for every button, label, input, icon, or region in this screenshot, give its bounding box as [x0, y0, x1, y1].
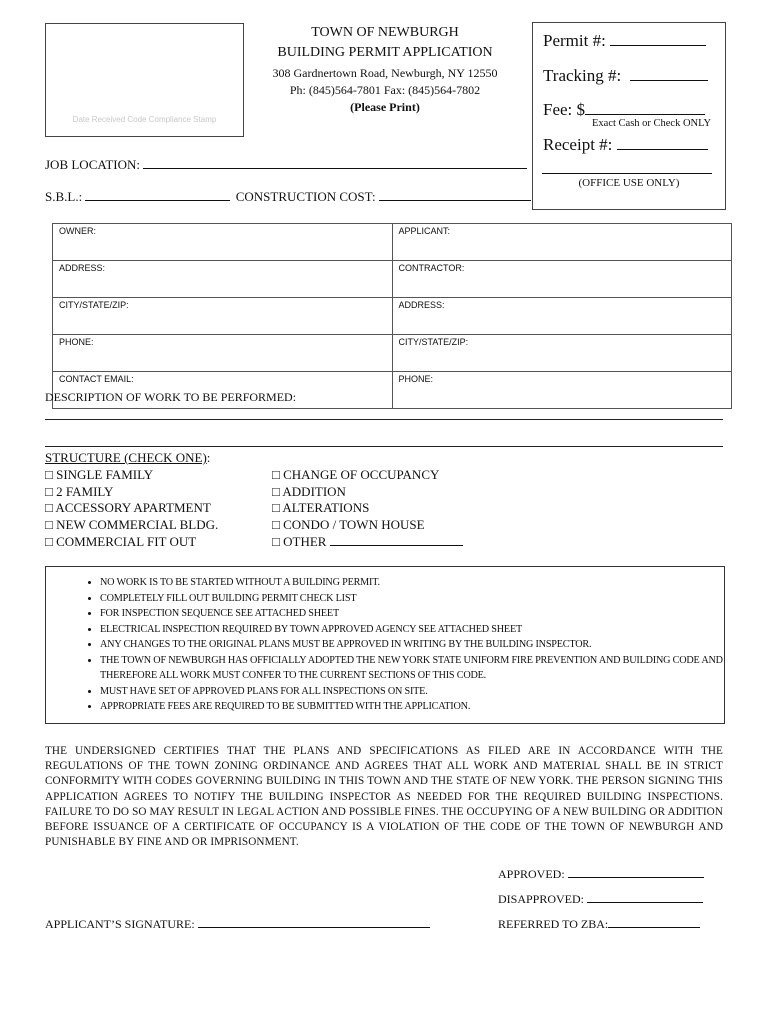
contractor-label: CONTRACTOR:	[398, 263, 465, 273]
other-field[interactable]	[330, 545, 463, 546]
list-item: • MUST HAVE SET OF APPROVED PLANS FOR ALL INSPECTIONS ON SITE.	[100, 684, 724, 700]
structure-heading-colon: :	[206, 450, 211, 465]
option-label: ALTERATIONS	[282, 500, 370, 515]
town-address: 308 Gardnertown Road, Newburgh, NY 12550	[272, 66, 498, 80]
construction-cost-label: CONSTRUCTION COST:	[235, 189, 376, 204]
stamp-label: Date Received Code Compliance Stamp	[72, 115, 217, 124]
contractor-phone-label: PHONE:	[398, 374, 434, 384]
referred-zba-row	[498, 917, 700, 932]
applicant-label: APPLICANT:	[398, 226, 451, 236]
list-item: • THE TOWN OF NEWBURGH HAS OFFICIALLY ADOPTED THE NEW YORK STATE UNIFORM FIRE PREVENTION AND BUILDING CODE AND THEREFORE ALL WORK MUST CONFER TO THE CURRENT SECTIONS OF THIS CODE.	[100, 653, 724, 684]
receipt-number-field[interactable]	[617, 149, 708, 150]
list-item: • NO WORK IS TO BE STARTED WITHOUT A BUILDING PERMIT.	[100, 575, 724, 591]
list-item: • COMPLETELY FILL OUT BUILDING PERMIT CHECK LIST	[100, 591, 724, 607]
owner-address-cell[interactable]	[53, 261, 393, 298]
structure-option[interactable]	[45, 517, 218, 533]
owner-address-label: ADDRESS:	[59, 263, 106, 273]
option-label: COMMERCIAL FIT OUT	[56, 534, 197, 549]
contractor-phone-cell[interactable]	[392, 372, 732, 409]
disapproved-row	[498, 892, 703, 907]
option-label: CONDO / TOWN HOUSE	[283, 517, 425, 532]
structure-option[interactable]	[45, 484, 113, 500]
structure-option[interactable]	[45, 534, 196, 550]
owner-city-label: CITY/STATE/ZIP:	[59, 300, 129, 310]
structure-option[interactable]	[272, 534, 463, 550]
owner-label: OWNER:	[59, 226, 96, 236]
construction-cost-field[interactable]	[379, 200, 531, 201]
description-label: DESCRIPTION OF WORK TO BE PERFORMED:	[45, 390, 297, 404]
description-line-1[interactable]	[45, 419, 723, 420]
option-label: ADDITION	[282, 484, 346, 499]
compliance-stamp-box	[45, 23, 244, 137]
sbl-field[interactable]	[85, 200, 230, 201]
checkbox-icon[interactable]: □	[45, 500, 53, 515]
list-item: • APPROPRIATE FEES ARE REQUIRED TO BE SUBMITTED WITH THE APPLICATION.	[100, 699, 724, 715]
signature-row	[45, 917, 430, 932]
checkbox-icon[interactable]: □	[272, 484, 280, 499]
table-row	[53, 224, 732, 261]
contractor-city-cell[interactable]	[392, 335, 732, 372]
structure-option[interactable]	[272, 467, 439, 483]
owner-phone-cell[interactable]	[53, 335, 393, 372]
receipt-label: Receipt #:	[543, 135, 613, 154]
owner-email-label: CONTACT EMAIL:	[59, 374, 134, 384]
applicant-cell[interactable]	[392, 224, 732, 261]
structure-option[interactable]	[272, 500, 369, 516]
signature-field[interactable]	[198, 927, 430, 928]
approved-field[interactable]	[568, 877, 704, 878]
approved-row	[498, 867, 704, 882]
please-print-note: (Please Print)	[350, 100, 420, 114]
fee-note: Exact Cash or Check ONLY	[592, 118, 712, 129]
notices-box	[45, 566, 725, 724]
option-label: 2 FAMILY	[56, 484, 114, 499]
table-row	[53, 335, 732, 372]
contractor-city-label: CITY/STATE/ZIP:	[398, 337, 469, 347]
option-label: OTHER	[283, 534, 327, 549]
owner-city-cell[interactable]	[53, 298, 393, 335]
owner-applicant-table	[52, 223, 732, 409]
town-phone-fax: Ph: (845)564-7801 Fax: (845)564-7802	[289, 83, 481, 97]
referred-zba-label: REFERRED TO ZBA:	[498, 917, 609, 931]
table-row	[53, 261, 732, 298]
checkbox-icon[interactable]: □	[45, 534, 53, 549]
structure-option[interactable]	[45, 467, 153, 483]
option-label: CHANGE OF OCCUPANCY	[283, 467, 440, 482]
sbl-row	[45, 189, 531, 205]
form-title: BUILDING PERMIT APPLICATION	[277, 45, 493, 60]
description-line-2[interactable]	[45, 446, 723, 447]
owner-cell[interactable]	[53, 224, 393, 261]
list-item: • FOR INSPECTION SEQUENCE SEE ATTACHED SHEET	[100, 606, 724, 622]
contractor-address-label: ADDRESS:	[398, 300, 445, 310]
structure-option[interactable]	[45, 500, 211, 516]
option-label: ACCESSORY APARTMENT	[55, 500, 211, 515]
structure-heading: STRUCTURE (CHECK ONE)	[45, 450, 207, 465]
checkbox-icon[interactable]: □	[272, 467, 280, 482]
signature-label: APPLICANT’S SIGNATURE:	[45, 917, 195, 931]
option-label: NEW COMMERCIAL BLDG.	[56, 517, 219, 532]
job-location-label: JOB LOCATION:	[45, 157, 140, 172]
town-title: TOWN OF NEWBURGH	[311, 25, 459, 40]
table-row	[53, 298, 732, 335]
checkbox-icon[interactable]: □	[272, 500, 280, 515]
disapproved-field[interactable]	[587, 902, 703, 903]
checkbox-icon[interactable]: □	[45, 484, 53, 499]
approved-label: APPROVED:	[498, 867, 565, 881]
checkbox-icon[interactable]: □	[45, 517, 53, 532]
job-location-row	[45, 157, 527, 173]
office-divider	[542, 173, 712, 174]
contractor-cell[interactable]	[392, 261, 732, 298]
tracking-label: Tracking #:	[543, 66, 622, 85]
permit-label: Permit #:	[543, 31, 606, 50]
certification-text: THE UNDERSIGNED CERTIFIES THAT THE PLANS AND SPECIFICATIONS AS FILED ARE IN ACCORDANCE WITH THE REGULATIONS OF THE TOWN ZONING ORDINANCE AND AGREES THAT ALL WORK AND MATERIAL SHALL BE IN STRICT CONFORMITY WITH CODES GOVERNING BUILDING IN THIS TOWN AND THE STATE OF NEW YORK. THE PERSON SIGNING THIS APPLICATION AGREES TO NOTIFY THE BUILDING INSPECTOR AS NEEDED FOR THE REQUIRED BUILDING INSPECTIONS. FAILURE TO DO SO MAY RESULT IN LEGAL ACTION AND POSSIBLE FINES. THE OCCUPYING OF A NEW BUILDING OR ADDITION BEFORE ISSUANCE OF A CERTIFICATE OF OCCUPANCY IS A VIOLATION OF THE CODE OF THE TOWN OF NEWBURGH AND PUNISHABLE BY FINE AND OR IMPRISONMENT.	[45, 745, 723, 849]
owner-phone-label: PHONE:	[59, 337, 94, 347]
checkbox-icon[interactable]: □	[272, 517, 280, 532]
office-use-label: (OFFICE USE ONLY)	[578, 177, 680, 189]
list-item: • ANY CHANGES TO THE ORIGINAL PLANS MUST BE APPROVED IN WRITING BY THE BUILDING INSPECTOR.	[100, 637, 724, 653]
fee-label: Fee: $	[543, 100, 586, 119]
sbl-label: S.B.L.:	[45, 189, 83, 204]
structure-option[interactable]	[272, 484, 346, 500]
structure-option[interactable]	[272, 517, 425, 533]
office-use-box	[532, 22, 726, 210]
structure-heading-row	[45, 450, 210, 466]
notices-list	[46, 575, 724, 715]
checkbox-icon[interactable]: □	[45, 467, 53, 482]
tracking-number-field[interactable]	[630, 80, 708, 81]
checkbox-icon[interactable]: □	[272, 534, 280, 549]
disapproved-label: DISAPPROVED:	[498, 892, 585, 906]
job-location-field[interactable]	[143, 168, 527, 169]
list-item: • ELECTRICAL INSPECTION REQUIRED BY TOWN APPROVED AGENCY SEE ATTACHED SHEET	[100, 622, 724, 638]
option-label: SINGLE FAMILY	[56, 467, 154, 482]
contractor-address-cell[interactable]	[392, 298, 732, 335]
permit-number-field[interactable]	[610, 45, 706, 46]
referred-zba-field[interactable]	[608, 927, 700, 928]
fee-field[interactable]	[585, 114, 705, 115]
